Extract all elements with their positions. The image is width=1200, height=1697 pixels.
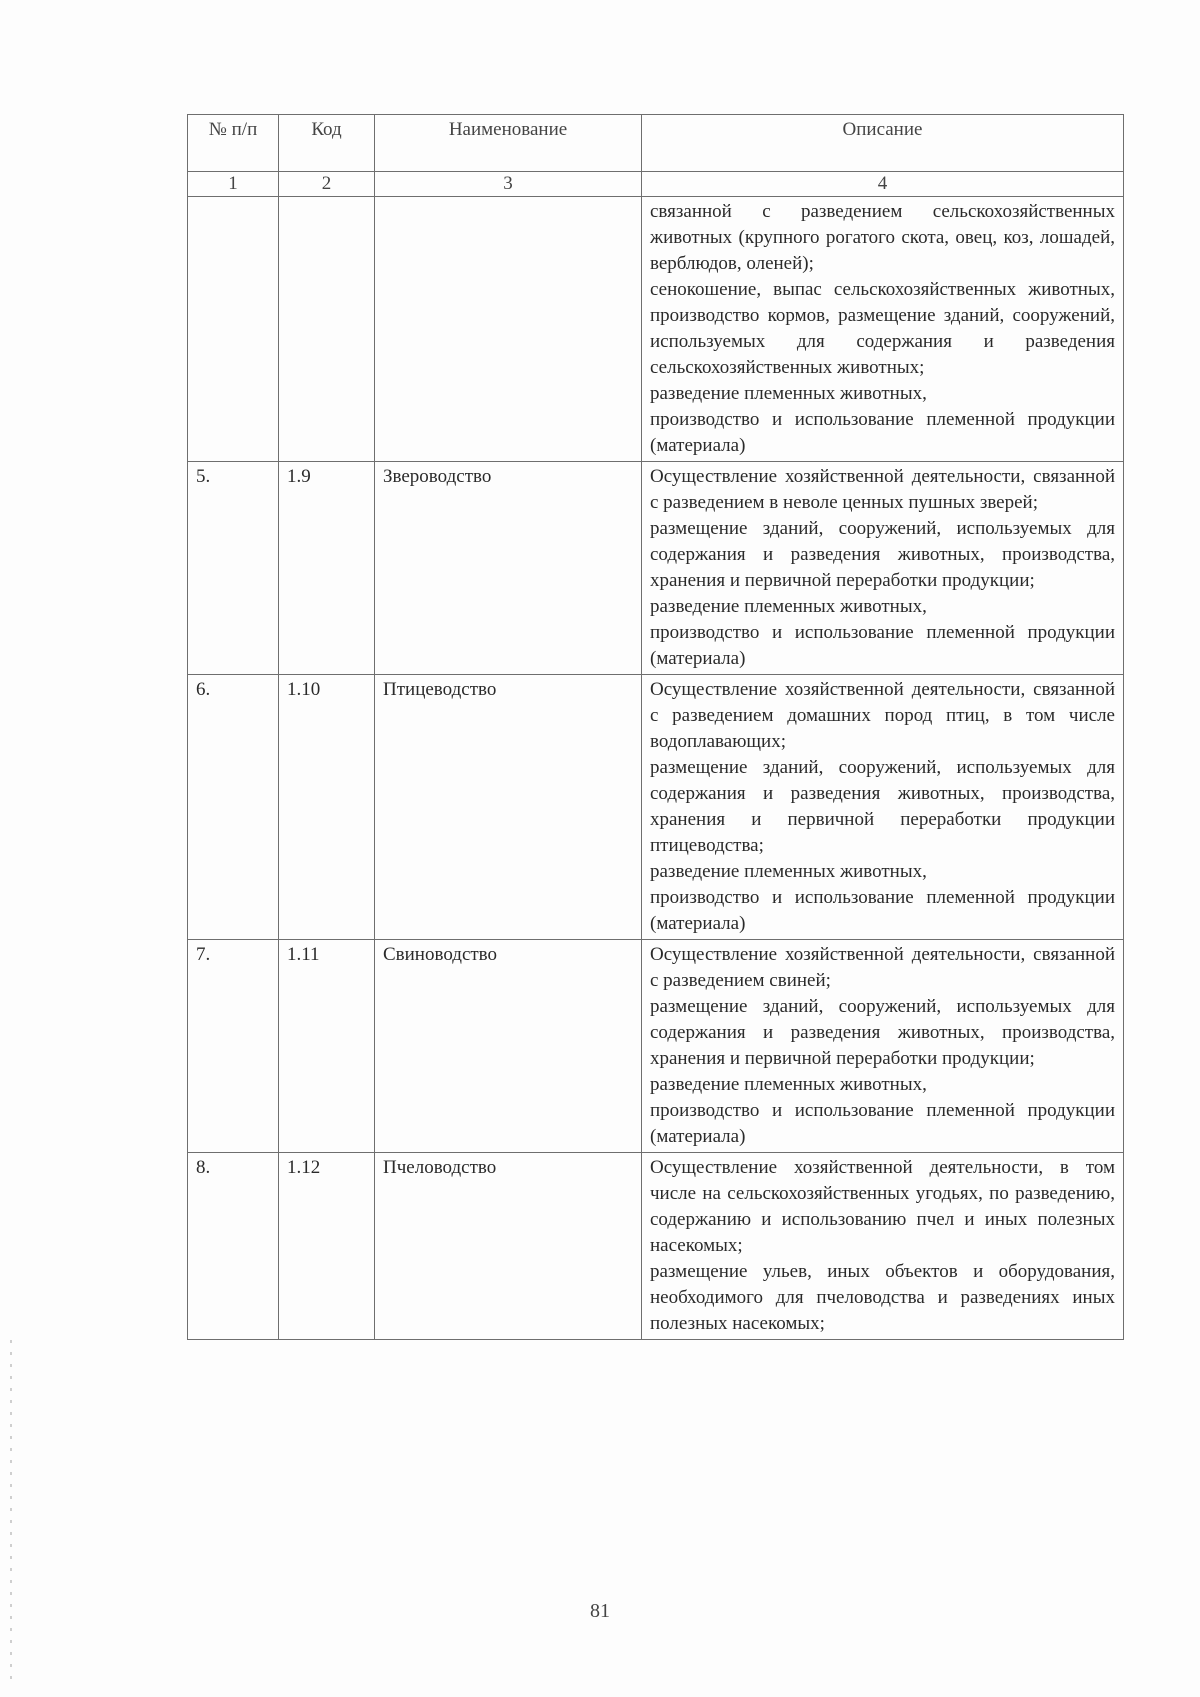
row-description-cell <box>642 462 1124 675</box>
header-code: Код <box>279 115 375 172</box>
description-paragraph: Осуществление хозяйственной деятельности, связанной с разведением свиней; <box>650 944 1115 991</box>
description-paragraph: размещение зданий, сооружений, используемых для содержания и разведения животных, производства, хранения и первичной переработки продукции; <box>650 518 1115 591</box>
header-description: Описание <box>642 115 1124 172</box>
table-row <box>188 940 1124 1153</box>
description-paragraph: размещение зданий, сооружений, используемых для содержания и разведения животных, производства, хранения и первичной переработки продукции; <box>650 996 1115 1069</box>
row-description-cell <box>642 1153 1124 1340</box>
description-paragraph: производство и использование племенной продукции (материала) <box>650 887 1115 934</box>
description-paragraph: Осуществление хозяйственной деятельности, в том числе на сельскохозяйственных угодьях, по разведению, содержанию и использованию пчел и иных полезных насекомых; <box>650 1157 1115 1256</box>
description-paragraph: размещение зданий, сооружений, используемых для содержания и разведения животных, производства, хранения и первичной переработки продукции птицеводства; <box>650 757 1115 856</box>
description-paragraph: производство и использование племенной продукции (материала) <box>650 409 1115 456</box>
description-paragraph: разведение племенных животных, <box>650 861 927 882</box>
description-paragraph: Осуществление хозяйственной деятельности, связанной с разведением в неволе ценных пушных зверей; <box>650 466 1115 513</box>
page-number: 81 <box>590 1600 610 1622</box>
column-number: 3 <box>375 172 642 197</box>
description-paragraph: связанной с разведением сельскохозяйственных животных (крупного рогатого скота, овец, коз, лошадей, верблюдов, оленей); <box>650 201 1115 274</box>
row-name-cell <box>375 197 642 462</box>
row-code-cell: 1.9 <box>279 462 375 675</box>
header-number: № п/п <box>188 115 279 172</box>
land-use-table <box>187 114 1124 1340</box>
column-number: 4 <box>642 172 1124 197</box>
description-paragraph: размещение ульев, иных объектов и оборудования, необходимого для пчеловодства и разведениях иных полезных насекомых; <box>650 1261 1115 1334</box>
table-row <box>188 675 1124 940</box>
row-description-cell <box>642 675 1124 940</box>
row-number-cell: 8. <box>188 1153 279 1340</box>
row-code-cell: 1.11 <box>279 940 375 1153</box>
row-code-cell <box>279 197 375 462</box>
row-number-cell: 7. <box>188 940 279 1153</box>
description-paragraph: разведение племенных животных, <box>650 596 927 617</box>
column-number: 1 <box>188 172 279 197</box>
row-description-cell <box>642 197 1124 462</box>
column-number-row <box>188 172 1124 197</box>
header-name: Наименование <box>375 115 642 172</box>
table-header-row <box>188 115 1124 172</box>
row-description-cell <box>642 940 1124 1153</box>
row-code-cell: 1.12 <box>279 1153 375 1340</box>
description-paragraph: Осуществление хозяйственной деятельности, связанной с разведением домашних пород птиц, в том числе водоплавающих; <box>650 679 1115 752</box>
table-body <box>188 197 1124 1340</box>
description-paragraph: сенокошение, выпас сельскохозяйственных животных, производство кормов, размещение зданий, сооружений, используемых для содержания и разведения сельскохозяйственных животных; <box>650 279 1115 378</box>
row-name-cell: Пчеловодство <box>375 1153 642 1340</box>
scan-margin-artifact <box>10 1340 12 1680</box>
row-name-cell: Птицеводство <box>375 675 642 940</box>
row-number-cell: 6. <box>188 675 279 940</box>
description-paragraph: разведение племенных животных, <box>650 1074 927 1095</box>
column-number: 2 <box>279 172 375 197</box>
description-paragraph: производство и использование племенной продукции (материала) <box>650 622 1115 669</box>
row-name-cell: Свиноводство <box>375 940 642 1153</box>
row-number-cell: 5. <box>188 462 279 675</box>
row-code-cell: 1.10 <box>279 675 375 940</box>
table-row <box>188 462 1124 675</box>
row-name-cell: Звероводство <box>375 462 642 675</box>
description-paragraph: производство и использование племенной продукции (материала) <box>650 1100 1115 1147</box>
description-paragraph: разведение племенных животных, <box>650 383 927 404</box>
row-number-cell <box>188 197 279 462</box>
table-row <box>188 1153 1124 1340</box>
table-row <box>188 197 1124 462</box>
